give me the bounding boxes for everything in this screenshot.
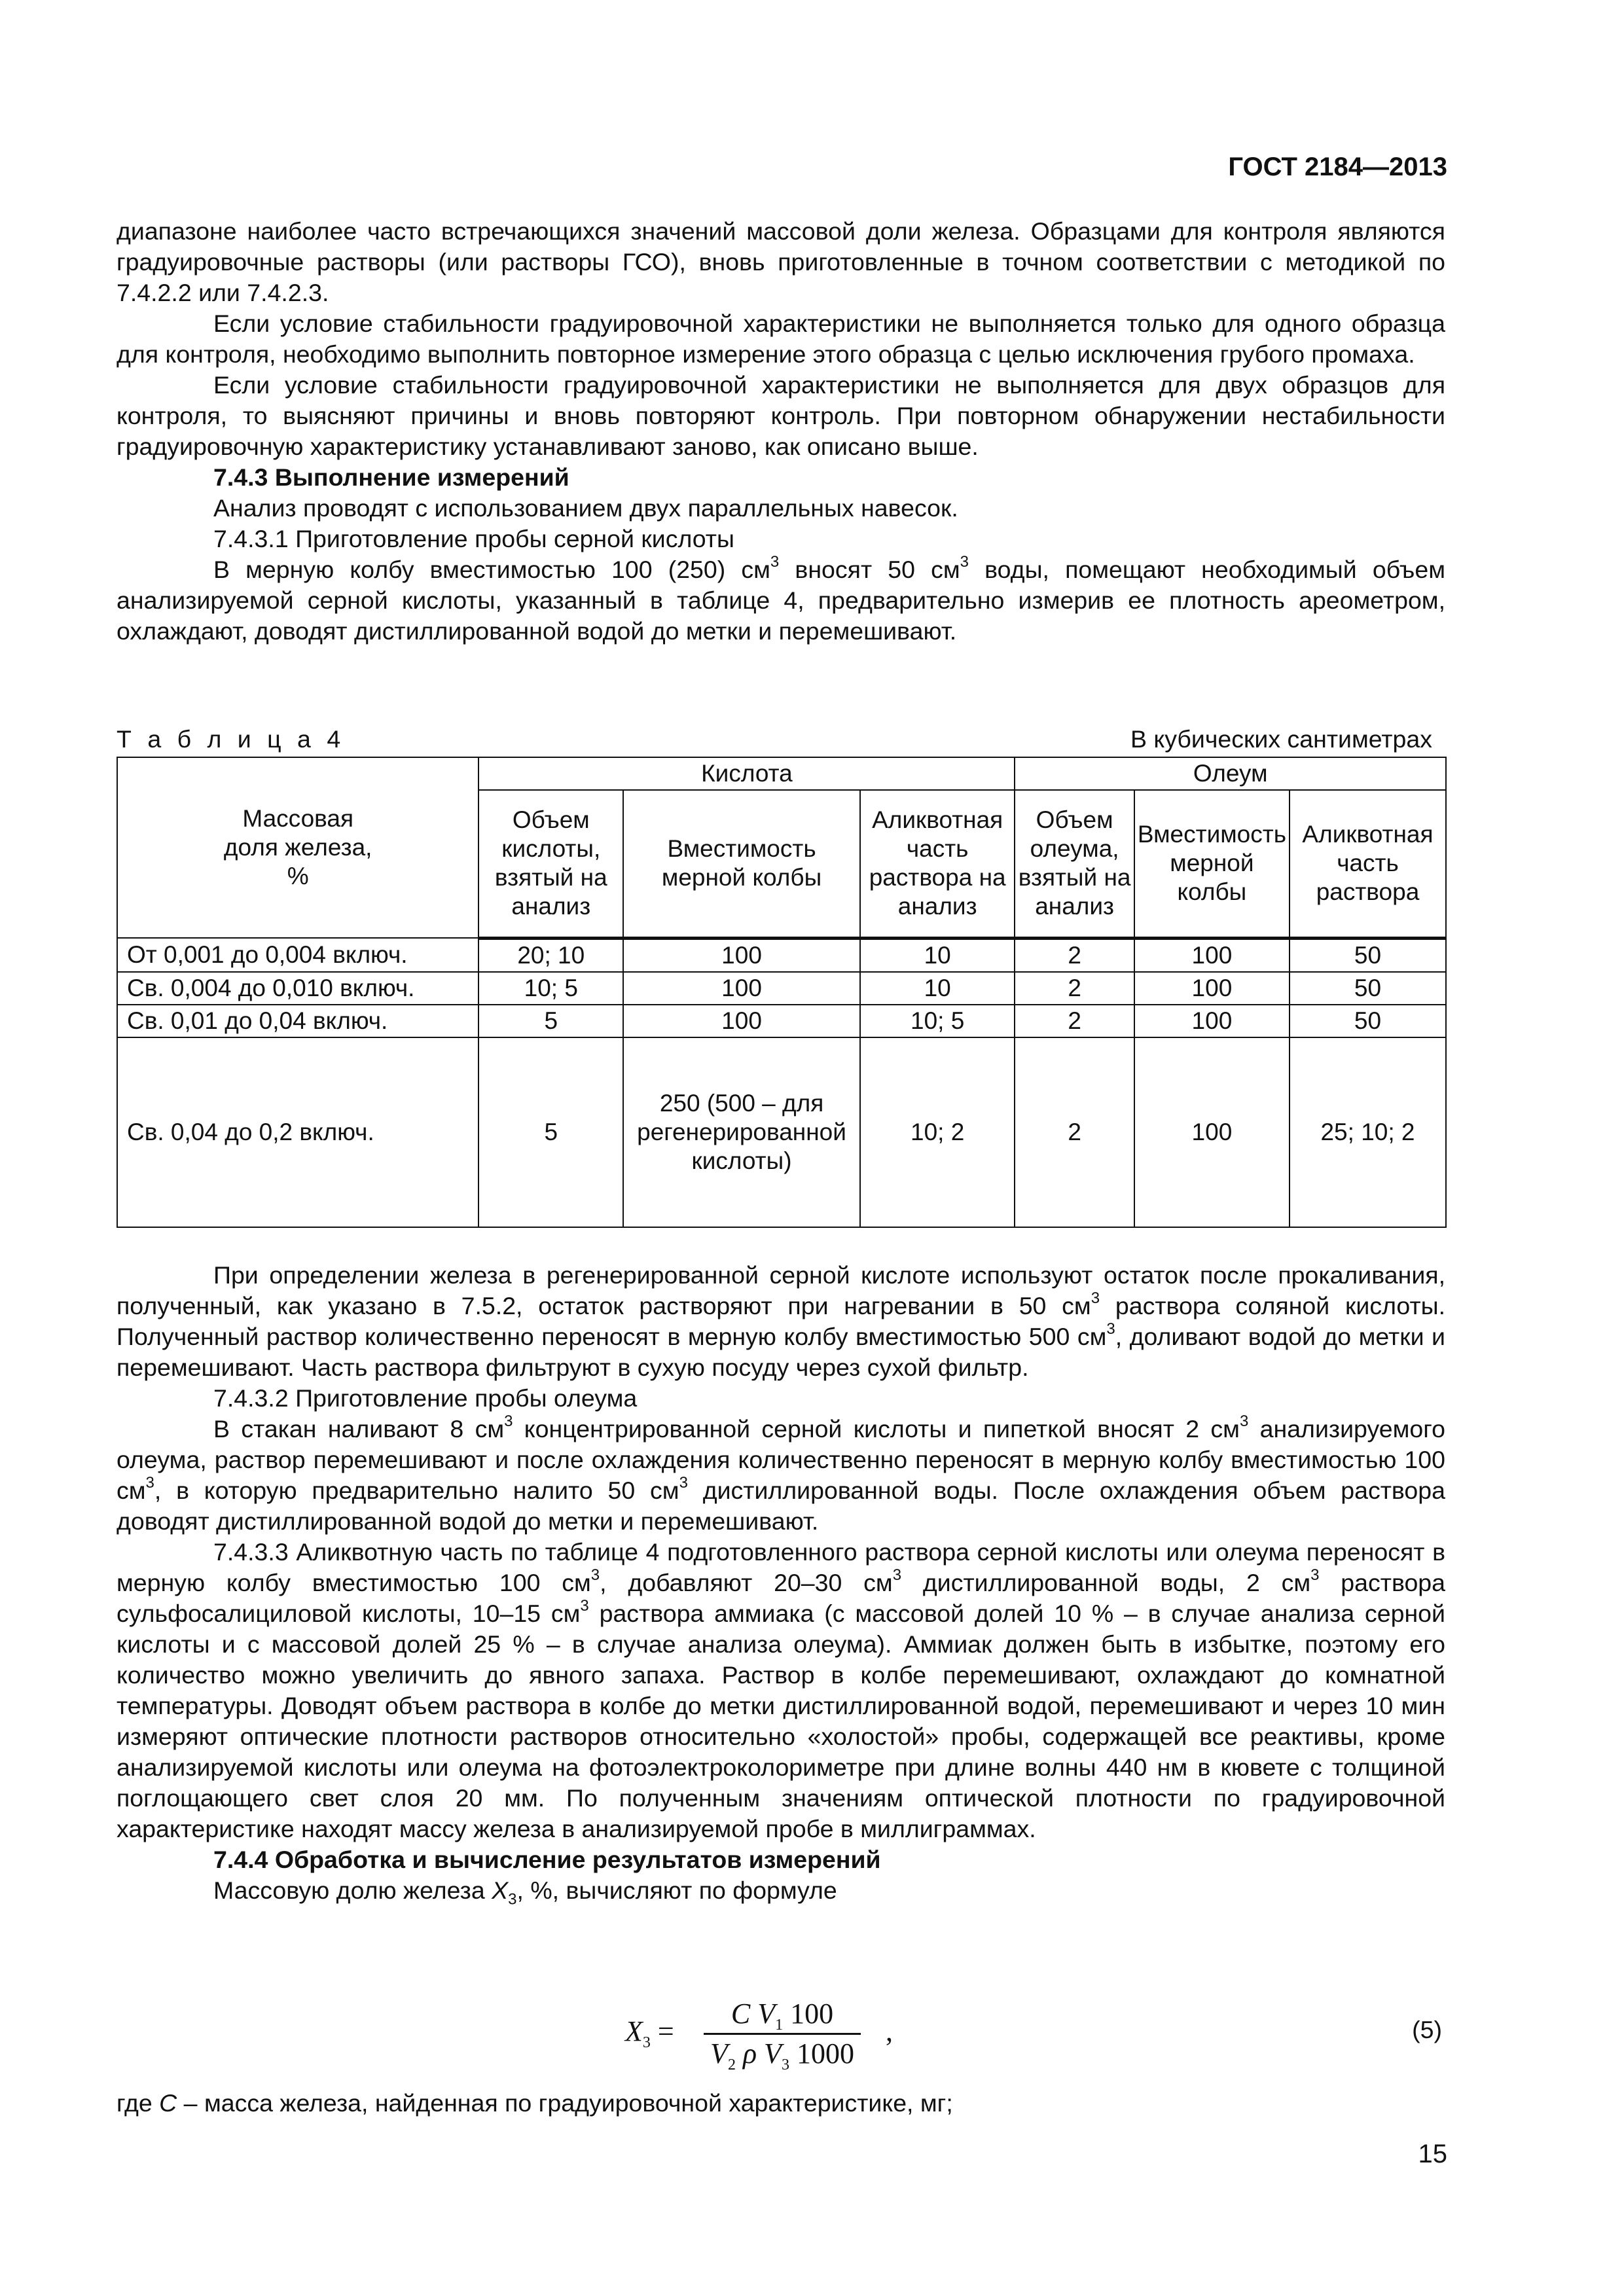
table-cell: 20; 10 [478,938,623,972]
table-cell: Св. 0,01 до 0,04 включ. [117,1005,478,1037]
table-cell: 100 [623,1005,860,1037]
header-group-acid: Кислота [478,757,1015,790]
table-row [117,972,1446,1005]
paragraph: Если условие стабильности градуировочной характеристики не выполняется для двух образцов для контроля, то выясняют причины и вновь повторяют контроль. При повторном обнаружении нестабильности градуировочную характеристику устанавливают заново, как описано выше. [117,371,1445,460]
table-4 [117,757,1447,1228]
formula-5: $X_3$ = C $V_1$ 100 $V_2$ ρ $V_3$ 1000 , [625,1995,900,2073]
subsection-heading: 7.4.3.2 Приготовление пробы олеума [213,1384,638,1412]
paragraph: В мерную колбу вместимостью 100 (250) $см^3$ вносят 50 $см^3$ воды, помещают необходимый объем анализируемой серной кислоты, указанный в таблице 4, предварительно измерив ее плотность ареометром, охлаждают, доводят дистиллированной водой до метки и перемешивают. [117,552,1446,645]
table-cell: 2 [1015,938,1134,972]
table-cell: Св. 0,04 до 0,2 включ. [117,1037,478,1227]
header-acid-volume: Объем кислоты, взятый на анализ [478,790,623,938]
paragraph: где C – масса железа, найденная по градуировочной характеристике, мг; [117,2089,953,2117]
page-number: 15 [1418,2140,1447,2168]
text-block-where [117,2088,1445,2119]
paragraph: Анализ проводят с использованием двух параллельных навесок. [213,494,958,522]
table-row [117,1005,1446,1037]
header-oleum-volume: Объем олеума, взятый на анализ [1015,790,1134,938]
table-cell: 100 [623,938,860,972]
table-cell: Св. 0,004 до 0,010 включ. [117,972,478,1005]
section-heading-7-4-3: 7.4.3 Выполнение измерений [213,463,569,491]
paragraph: Массовую долю железа $X_3$, %, вычисляют по формуле [213,1876,837,1909]
table-cell: 50 [1290,972,1446,1005]
table-cell: 50 [1290,938,1446,972]
table-cell: 5 [478,1037,623,1227]
table-cell: 2 [1015,972,1134,1005]
formula-numerator: C $V_1$ 100 [731,1998,834,2034]
paragraph: 7.4.3.3 Аликвотную часть по таблице 4 подготовленного раствора серной кислоты или олеума переносят в мерную колбу вместимостью 100 $см^3$, добавляют 20–30 $см^3$ дистиллированной воды, 2 $см^3$ раствора сульфосалициловой кислоты, 10–15 $см^3$ раствора аммиака (с массовой долей 10 % – в случае анализа серной кислоты и с массовой долей 25 % – в случае анализа олеума). Аммиак должен быть в избытке, поэтому его количество можно увеличить до явного запаха. Раствор в колбе перемешивают, охлаждают до комнатной температуры. Доводят объем раствора в колбе до метки дистиллированной водой, перемешивают и через 10 мин измеряют оптические плотности растворов относительно «холостой» пробы, содержащей все реактивы, кроме анализируемой кислоты или олеума на фотоэлектроколориметре при длине волны 440 нм в кювете с толщиной поглощающего свет слоя 20 мм. По полученным значениям оптической плотности по градуировочной характеристике находят массу железа в анализируемой пробе в миллиграммах. [117,1538,1446,1842]
table-cell: 10 [860,938,1015,972]
header-oleum-flask: Вместимость мерной колбы [1134,790,1290,938]
table-title: Т а б л и ц а 4 [117,725,346,753]
paragraph: диапазоне наиболее часто встречающихся значений массовой доли железа. Образцами для контроля являются градуировочные растворы (или растворы ГСО), вновь приготовленные в точном соответствии с методикой по 7.4.2.2 или 7.4.2.3. [117,217,1445,306]
table-caption [117,724,1432,757]
table-cell: От 0,001 до 0,004 включ. [117,938,478,972]
table-cell: 100 [1134,1005,1290,1037]
subsection-heading: 7.4.3.1 Приготовление пробы серной кислоты [213,525,734,552]
header-mass-fraction: Массовая доля железа, % [117,757,478,938]
table-units: В кубических сантиметрах [1130,725,1432,753]
text-block-bottom [117,1260,1446,1909]
table-cell: 50 [1290,1005,1446,1037]
formula-lhs: $X_3$ = [625,2015,674,2051]
table-cell: 2 [1015,1037,1134,1227]
text-block-top [117,216,1445,647]
header-oleum-aliquot: Аликвотная часть раствора [1290,790,1446,938]
table-cell: 10; 2 [860,1037,1015,1227]
paragraph: При определении железа в регенерированной серной кислоте используют остаток после прокаливания, полученный, как указано в 7.5.2, остаток растворяют при нагревании в 50 $см^3$ раствора соляной кислоты. Полученный раствор количественно переносят в мерную колбу вместимостью 500 $см^3$, доливают водой до метки и перемешивают. Часть раствора фильтруют в сухую посуду через сухой фильтр. [117,1261,1445,1381]
table-cell: 250 (500 – для регенерированной кислоты) [623,1037,860,1227]
header-acid-flask: Вместимость мерной колбы [623,790,860,938]
table-cell: 100 [1134,1037,1290,1227]
equation-number: (5) [1412,2016,1442,2043]
formula-denominator: $V_2$ ρ $V_3$ 1000 [710,2037,854,2073]
document-id: ГОСТ 2184—2013 [1228,152,1447,181]
section-heading-7-4-4: 7.4.4 Обработка и вычисление результатов измерений [213,1846,881,1873]
paragraph: В стакан наливают 8 $см^3$ концентрированной серной кислоты и пипеткой вносят 2 $см^3$ анализируемого олеума, раствор перемешивают и после охлаждения количественно переносят в мерную колбу вместимостью 100 $см^3$, в которую предварительно налито 50 $см^3$ дистиллированной воды. После охлаждения объем раствора доводят дистиллированной водой до метки и перемешивают. [117,1412,1445,1535]
table-cell: 10; 5 [478,972,623,1005]
table-cell: 5 [478,1005,623,1037]
table-cell: 100 [623,972,860,1005]
table-cell: 25; 10; 2 [1290,1037,1446,1227]
header-group-oleum: Олеум [1015,757,1446,790]
table-cell: 10; 5 [860,1005,1015,1037]
table-cell: 100 [1134,972,1290,1005]
table-cell: 10 [860,972,1015,1005]
table-cell: 100 [1134,938,1290,972]
table-row [117,1037,1446,1227]
paragraph: Если условие стабильности градуировочной характеристики не выполняется только для одного образца для контроля, необходимо выполнить повторное измерение этого образца с целью исключения грубого промаха. [117,310,1445,368]
header-acid-aliquot: Аликвотная часть раствора на анализ [860,790,1015,938]
formula-fraction [704,1995,861,2073]
table-cell: 2 [1015,1005,1134,1037]
table-row [117,938,1446,972]
